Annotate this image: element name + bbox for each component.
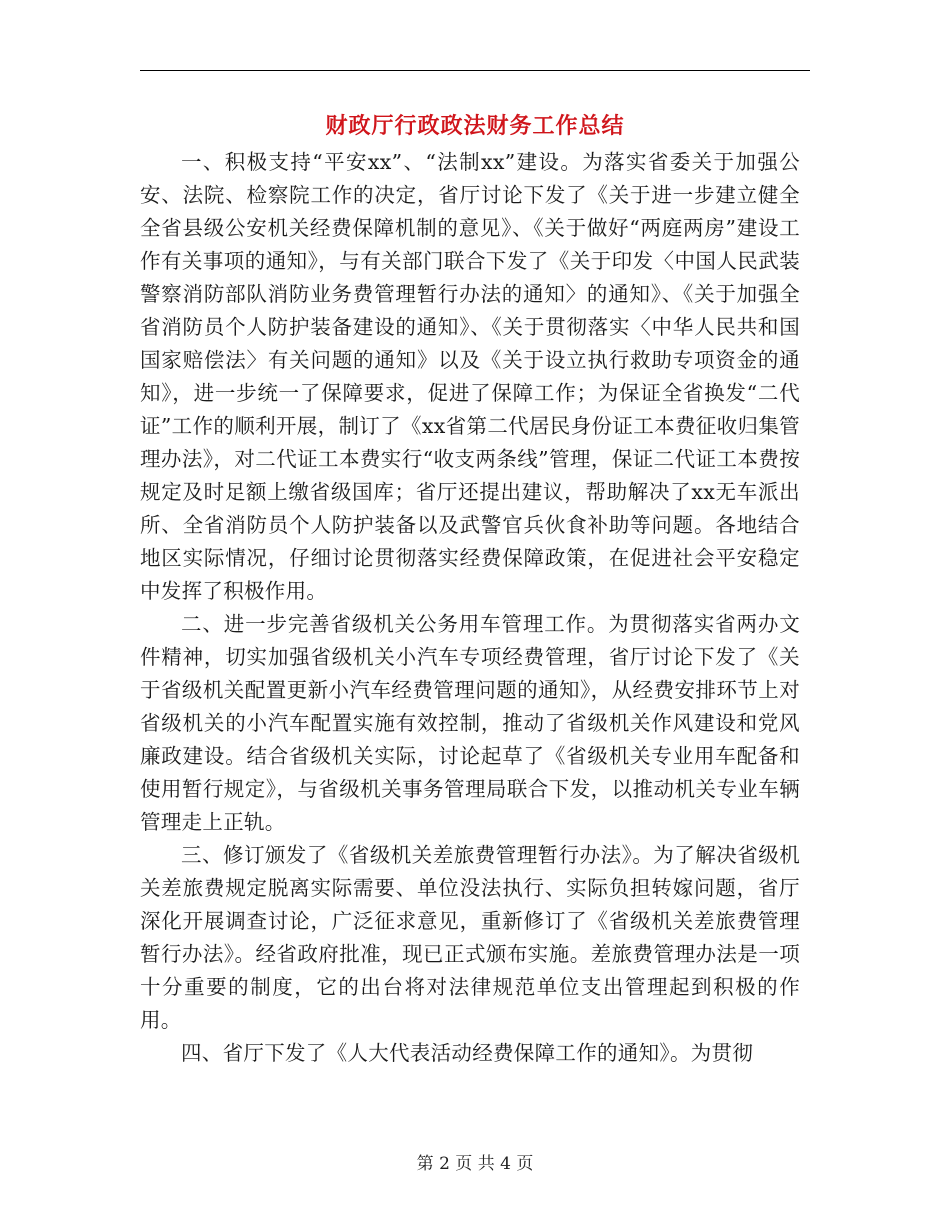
paragraph-2: 二、进一步完善省级机关公务用车管理工作。为贯彻落实省两办文件精神，切实加强省级机关小汽车专项经费管理，省厅讨论下发了《关于省级机关配置更新小汽车经费管理问题的通知》，从经费安排环节上对省级机关的小汽车配置实施有效控制，推动了省级机关作风建设和党风廉政建设。结合省级机关实际，讨论起草了《省级机关专业用车配备和使用暂行规定》，与省级机关事务管理局联合下发，以推动机关专业车辆管理走上正轨。 <box>140 612 800 834</box>
document-body <box>140 146 800 1070</box>
page-number: 第 2 页 共 4 页 <box>416 1154 534 1174</box>
paragraph-1: 一、积极支持“平安xx”、“法制xx”建设。为落实省委关于加强公安、法院、检察院工作的决定，省厅讨论下发了《关于进一步建立健全全省县级公安机关经费保障机制的意见》、《关于做好“两庭两房”建设工作有关事项的通知》，与有关部门联合下发了《关于印发〈中国人民武装警察消防部队消防业务费管理暂行办法的通知〉的通知》、《关于加强全省消防员个人防护装备建设的通知》、《关于贯彻落实〈中华人民共和国国家赔偿法〉有关问题的通知》以及《关于设立执行救助专项资金的通知》，进一步统一了保障要求，促进了保障工作；为保证全省换发“二代证”工作的顺利开展，制订了《xx省第二代居民身份证工本费征收归集管理办法》，对二代证工本费实行“收支两条线”管理，保证二代证工本费按规定及时足额上缴省级国库；省厅还提出建议，帮助解决了xx无车派出所、全省消防员个人防护装备以及武警官兵伙食补助等问题。各地结合地区实际情况，仔细讨论贯彻落实经费保障政策，在促进社会平安稳定中发挥了积极作用。 <box>140 150 800 603</box>
paragraph-4: 四、省厅下发了《人大代表活动经费保障工作的通知》。为贯彻 <box>181 1041 754 1065</box>
header-rule <box>140 70 810 71</box>
document-title: 财政厅行政政法财务工作总结 <box>325 114 625 139</box>
paragraph-3: 三、修订颁发了《省级机关差旅费管理暂行办法》。为了解决省级机关差旅费规定脱离实际需要、单位没法执行、实际负担转嫁问题，省厅深化开展调查讨论，广泛征求意见，重新修订了《省级机关差旅费管理暂行办法》。经省政府批准，现已正式颁布实施。差旅费管理办法是一项十分重要的制度，它的出台将对法律规范单位支出管理起到积极的作用。 <box>140 843 800 1032</box>
